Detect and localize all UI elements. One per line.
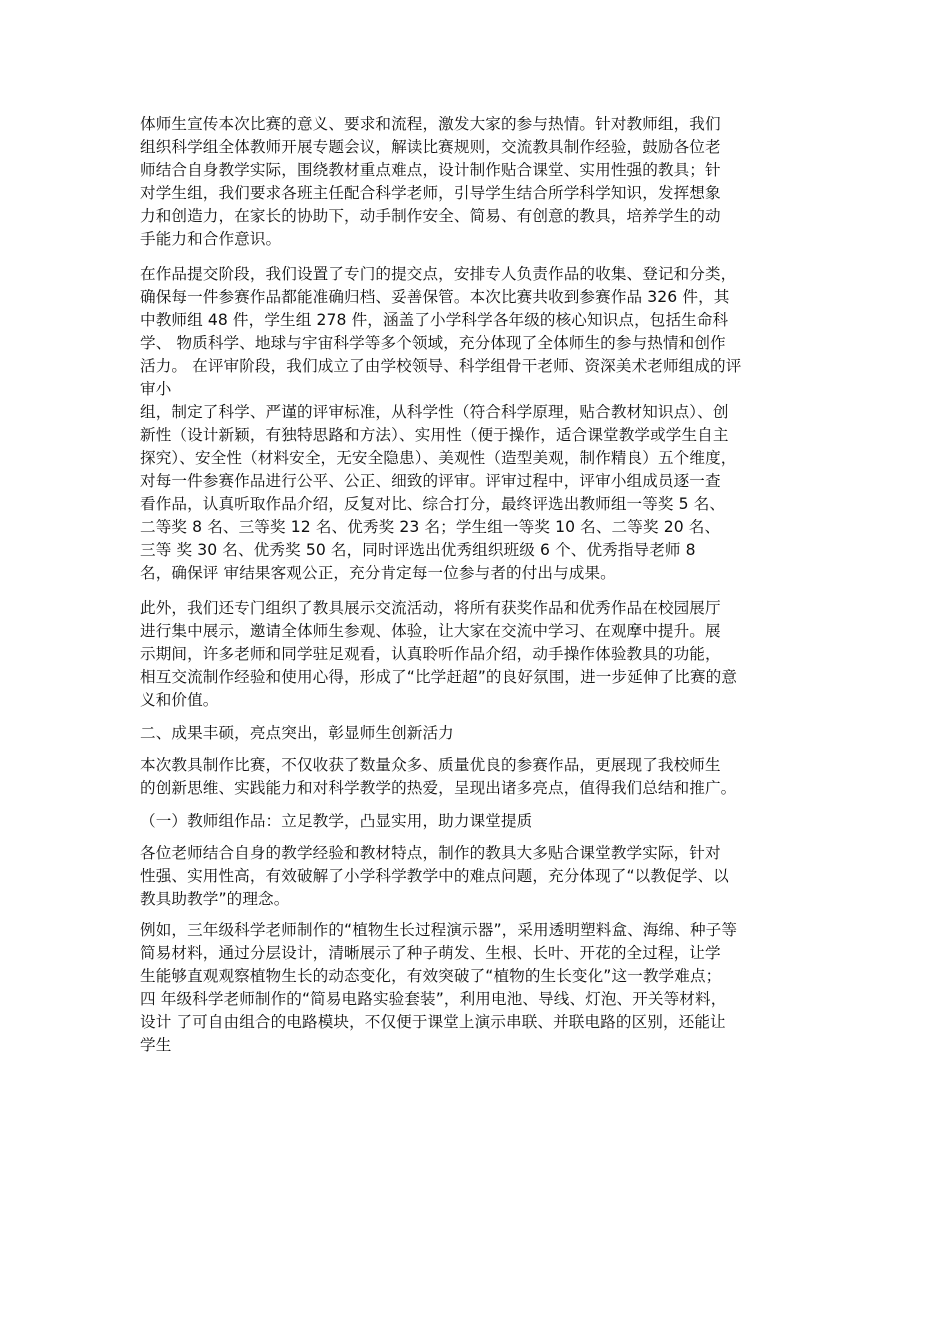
text-line: 师结合自身教学实际，围绕教材重点难点，设计制作贴合课堂、实用性强的教具；针 bbox=[140, 161, 721, 179]
text-line: 看作品，认真听取作品介绍，反复对比、综合打分，最终评选出教师组一等奖 5 名、 bbox=[140, 495, 726, 513]
text-line: 例如，三年级科学老师制作的“植物生长过程演示器”，采用透明塑料盒、海绵、种子等 bbox=[140, 921, 738, 939]
text-line: 设计 了可自由组合的电路模块，不仅便于课堂上演示串联、并联电路的区别，还能让 bbox=[140, 1013, 726, 1031]
paragraph-examples bbox=[140, 919, 840, 1057]
section-heading-achievements bbox=[140, 720, 840, 746]
text-line: 中教师组 48 件，学生组 278 件，涵盖了小学科学各年级的核心知识点，包括生命科 bbox=[140, 311, 729, 329]
text-line: 生能够直观观察植物生长的动态变化，有效突破了“植物的生长变化”这一教学难点； bbox=[140, 967, 722, 985]
text-line: 性强、实用性高，有效破解了小学科学教学中的难点问题，充分体现了“以教促学、以 bbox=[140, 867, 729, 885]
paragraph-achievements-intro bbox=[140, 754, 840, 800]
text-line: 示期间，许多老师和同学驻足观看，认真聆听作品介绍，动手操作体验教具的功能， bbox=[140, 645, 721, 663]
text-line: 审小 bbox=[140, 380, 172, 398]
paragraph-teacher-works bbox=[140, 842, 840, 911]
text-line: （一）教师组作品：立足教学，凸显实用，助力课堂提质 bbox=[140, 812, 533, 830]
paragraph-exhibition bbox=[140, 597, 840, 712]
text-line: 相互交流制作经验和使用心得，形成了“比学赶超”的良好氛围，进一步延伸了比赛的意 bbox=[140, 668, 738, 686]
text-line: 义和价值。 bbox=[140, 691, 219, 709]
text-line: 力和创造力，在家长的协助下，动手制作安全、简易、有创意的教具，培养学生的动 bbox=[140, 207, 721, 225]
paragraph-submission-and-review bbox=[140, 263, 840, 585]
text-line: 对每一件参赛作品进行公平、公正、细致的评审。评审过程中，评审小组成员逐一查 bbox=[140, 472, 721, 490]
text-line: 此外，我们还专门组织了教具展示交流活动，将所有获奖作品和优秀作品在校园展厅 bbox=[140, 599, 721, 617]
text-line: 在作品提交阶段，我们设置了专门的提交点，安排专人负责作品的收集、登记和分类， bbox=[140, 265, 737, 283]
text-line: 三等 奖 30 名、优秀奖 50 名，同时评选出优秀组织班级 6 个、优秀指导老师 8 bbox=[140, 541, 696, 559]
text-line: 新性（设计新颖，有独特思路和方法）、实用性（便于操作，适合课堂教学或学生自主 bbox=[140, 426, 729, 444]
text-line: 手能力和合作意识。 bbox=[140, 230, 282, 248]
text-line: 进行集中展示，邀请全体师生参观、体验，让大家在交流中学习、在观摩中提升。展 bbox=[140, 622, 721, 640]
text-line: 组，制定了科学、严谨的评审标准，从科学性（符合科学原理，贴合教材知识点）、创 bbox=[140, 403, 729, 421]
paragraph-preparation bbox=[140, 113, 840, 251]
text-line: 学生 bbox=[140, 1036, 172, 1054]
text-line: 名，确保评 审结果客观公正，充分肯定每一位参与者的付出与成果。 bbox=[140, 564, 616, 582]
text-line: 体师生宣传本次比赛的意义、要求和流程，激发大家的参与热情。针对教师组，我们 bbox=[140, 115, 721, 133]
text-line: 的创新思维、实践能力和对科学教学的热爱，呈现出诸多亮点，值得我们总结和推广。 bbox=[140, 779, 737, 797]
text-line: 学、 物质科学、地球与宇宙科学等多个领域，充分体现了全体师生的参与热情和创作 bbox=[140, 334, 726, 352]
text-line: 各位老师结合自身的教学经验和教材特点，制作的教具大多贴合课堂教学实际，针对 bbox=[140, 844, 721, 862]
subheading-teacher-works bbox=[140, 808, 840, 834]
text-line: 简易材料，通过分层设计，清晰展示了种子萌发、生根、长叶、开花的全过程，让学 bbox=[140, 944, 721, 962]
text-line: 组织科学组全体教师开展专题会议，解读比赛规则，交流教具制作经验，鼓励各位老 bbox=[140, 138, 721, 156]
document-body bbox=[140, 113, 840, 1065]
text-line: 对学生组，我们要求各班主任配合科学老师，引导学生结合所学科学知识，发挥想象 bbox=[140, 184, 721, 202]
text-line: 二、成果丰硕，亮点突出，彰显师生创新活力 bbox=[140, 724, 454, 742]
text-line: 确保每一件参赛作品都能准确归档、妥善保管。本次比赛共收到参赛作品 326 件，其 bbox=[140, 288, 730, 306]
text-line: 活力。 在评审阶段，我们成立了由学校领导、科学组骨干老师、资深美术老师组成的评 bbox=[140, 357, 742, 375]
text-line: 四 年级科学老师制作的“简易电路实验套装”，利用电池、导线、灯泡、开关等材料， bbox=[140, 990, 727, 1008]
text-line: 教具助教学”的理念。 bbox=[140, 890, 290, 908]
text-line: 二等奖 8 名、三等奖 12 名、优秀奖 23 名；学生组一等奖 10 名、二等奖 20 名、 bbox=[140, 518, 721, 536]
text-line: 探究）、安全性（材料安全，无安全隐患）、美观性（造型美观，制作精良）五个维度， bbox=[140, 449, 737, 467]
text-line: 本次教具制作比赛，不仅收获了数量众多、质量优良的参赛作品，更展现了我校师生 bbox=[140, 756, 721, 774]
